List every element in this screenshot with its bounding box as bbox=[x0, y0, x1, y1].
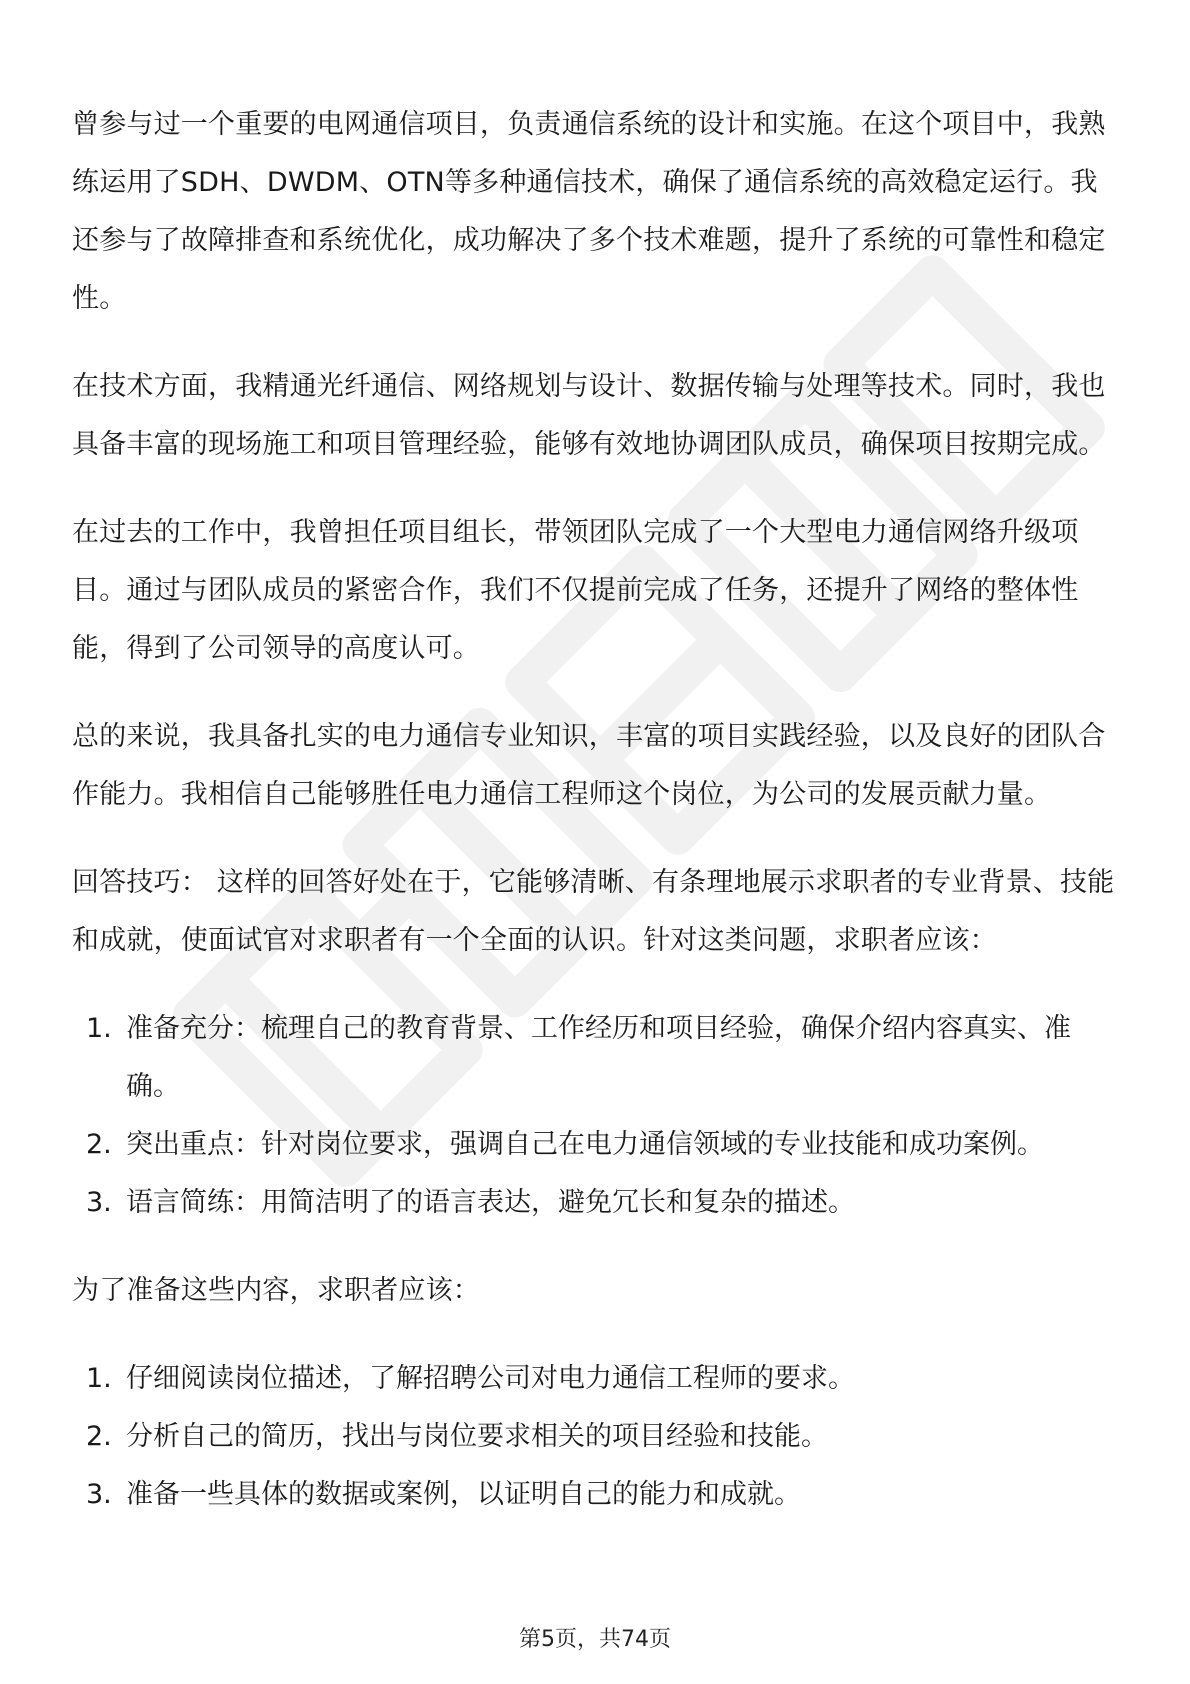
preparation-list bbox=[72, 1350, 1122, 1524]
list-item-text: 分析自己的简历，找出与岗位要求相关的项目经验和技能。 bbox=[126, 1421, 828, 1452]
page-number-footer: 第5页，共74页 bbox=[519, 1627, 671, 1652]
list-item-text: 准备充分：梳理自己的教育背景、工作经历和项目经验，确保介绍内容真实、准确。 bbox=[126, 1013, 1071, 1102]
paragraph-summary: 总的来说，我具备扎实的电力通信专业知识，丰富的项目实践经验，以及良好的团队合作能力。我相信自己能够胜任电力通信工程师这个岗位，为公司的发展贡献力量。 bbox=[72, 721, 1106, 810]
list-item bbox=[72, 1000, 1122, 1116]
list-item-text: 仔细阅读岗位描述，了解招聘公司对电力通信工程师的要求。 bbox=[126, 1363, 855, 1394]
list-item bbox=[72, 1466, 1122, 1524]
list-item-number: 2. bbox=[86, 1129, 112, 1160]
document-body bbox=[72, 96, 1122, 1554]
list-item-number: 3. bbox=[86, 1479, 112, 1510]
list-item bbox=[72, 1174, 1122, 1232]
paragraph-answer-tips: 回答技巧： 这样的回答好处在于，它能够清晰、有条理地展示求职者的专业背景、技能和成就，使面试官对求职者有一个全面的认识。针对这类问题，求职者应该： bbox=[72, 867, 1115, 956]
list-item-number: 1. bbox=[86, 1363, 112, 1394]
list-item bbox=[72, 1116, 1122, 1174]
list-item-text: 语言简练：用简洁明了的语言表达，避免冗长和复杂的描述。 bbox=[126, 1187, 855, 1218]
list-item-text: 准备一些具体的数据或案例，以证明自己的能力和成就。 bbox=[126, 1479, 801, 1510]
paragraph-project-experience: 曾参与过一个重要的电网通信项目，负责通信系统的设计和实施。在这个项目中，我熟练运用了SDH、DWDM、OTN等多种通信技术，确保了通信系统的高效稳定运行。我还参与了故障排查和系统优化，成功解决了多个技术难题，提升了系统的可靠性和稳定性。 bbox=[72, 109, 1106, 314]
tips-list bbox=[72, 1000, 1122, 1232]
list-item-number: 1. bbox=[86, 1013, 112, 1044]
paragraph-preparation-intro: 为了准备这些内容，求职者应该： bbox=[72, 1275, 480, 1306]
list-item-number: 3. bbox=[86, 1187, 112, 1218]
list-item-text: 突出重点：针对岗位要求，强调自己在电力通信领域的专业技能和成功案例。 bbox=[126, 1129, 1044, 1160]
list-item-number: 2. bbox=[86, 1421, 112, 1452]
list-item bbox=[72, 1408, 1122, 1466]
paragraph-technical-skills: 在技术方面，我精通光纤通信、网络规划与设计、数据传输与处理等技术。同时，我也具备丰富的现场施工和项目管理经验，能够有效地协调团队成员，确保项目按期完成。 bbox=[72, 371, 1106, 460]
paragraph-leadership: 在过去的工作中，我曾担任项目组长，带领团队完成了一个大型电力通信网络升级项目。通过与团队成员的紧密合作，我们不仅提前完成了任务，还提升了网络的整体性能，得到了公司领导的高度认可。 bbox=[72, 517, 1079, 664]
list-item bbox=[72, 1350, 1122, 1408]
